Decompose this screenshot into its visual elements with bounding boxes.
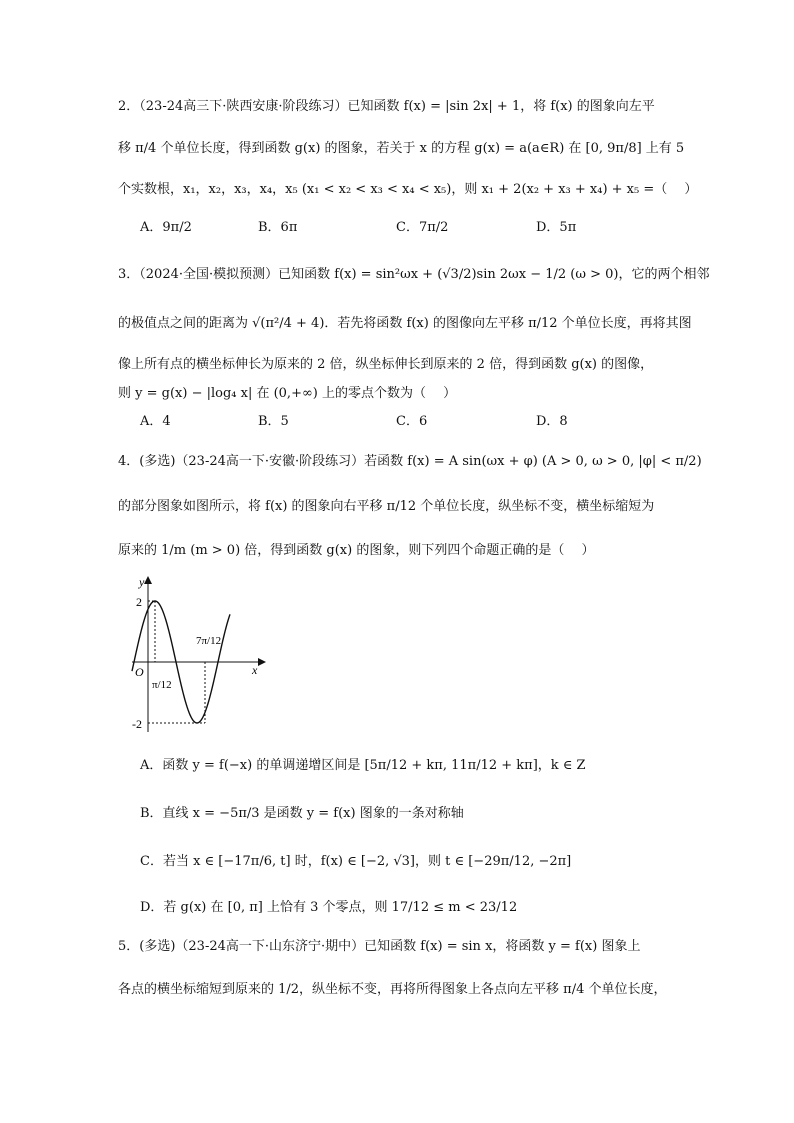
y-min-label: -2	[132, 717, 142, 731]
q3-option-a: A．4	[140, 414, 171, 429]
q3-option-d: D．8	[536, 414, 568, 429]
q3-line-1: 3．（2024·全国·模拟预测）已知函数 f(x) = sin²ωx + (√3/2)sin 2ωx − 1/2 (ω > 0)，它的两个相邻	[118, 267, 710, 282]
q4-option-d: D．若 g(x) 在 [0, π] 上恰有 3 个零点，则 17/12 ≤ m < 23/12	[140, 900, 518, 915]
q3-option-c: C．6	[396, 414, 428, 429]
x-tick-pi-12: π/12	[152, 679, 172, 691]
q2-option-a: A．9π/2	[140, 220, 192, 235]
q3-line-3: 像上所有点的横坐标伸长为原来的 2 倍，纵坐标伸长到原来的 2 倍，得到函数 g(x) 的图像，	[118, 357, 654, 372]
y-max-label: 2	[136, 595, 142, 609]
q4-line-3: 原来的 1/m (m > 0) 倍，得到函数 g(x) 的图象，则下列四个命题正确的是（ ）	[118, 543, 595, 558]
q2-option-b: B．6π	[258, 220, 298, 235]
q2-line-2: 移 π/4 个单位长度，得到函数 g(x) 的图象，若关于 x 的方程 g(x) = a(a∈R) 在 [0, 9π/8] 上有 5	[118, 141, 685, 156]
q3-line-2: 的极值点之间的距离为 √(π²/4 + 4)．若先将函数 f(x) 的图像向左平移 π/12 个单位长度，再将其图	[118, 316, 692, 331]
x-axis-arrow	[258, 658, 266, 666]
y-axis-arrow	[144, 576, 152, 584]
q2-line-3: 个实数根，x₁，x₂，x₃，x₄，x₅ (x₁ < x₂ < x₃ < x₄ < x₅)，则 x₁ + 2(x₂ + x₃ + x₄) + x₅ =（ ）	[118, 182, 698, 197]
x-tick-7pi-12: 7π/12	[196, 635, 222, 647]
q5-line-1: 5．(多选)（23-24高一下·山东济宁·期中）已知函数 f(x) = sin x，将函数 y = f(x) 图象上	[118, 939, 641, 954]
sine-graph-figure	[118, 572, 268, 734]
q4-option-a: A．函数 y = f(−x) 的单调递增区间是 [5π/12 + kπ, 11π/12 + kπ]，k ∈ Z	[140, 758, 586, 773]
q5-line-2: 各点的横坐标缩短到原来的 1/2，纵坐标不变，再将所得图象上各点向左平移 π/4 个单位长度，	[118, 982, 667, 997]
q2-option-c: C．7π/2	[396, 220, 449, 235]
q2-option-d: D．5π	[536, 220, 577, 235]
q4-line-1: 4．(多选)（23-24高一下·安徽·阶段练习）若函数 f(x) = A sin(ωx + φ) (A > 0, ω > 0, |φ| < π/2)	[118, 454, 702, 469]
q4-option-c: C．若当 x ∈ [−17π/6, t] 时，f(x) ∈ [−2, √3]，则 t ∈ [−29π/12, −2π]	[140, 854, 572, 869]
q4-option-b: B．直线 x = −5π/3 是函数 y = f(x) 图象的一条对称轴	[140, 806, 464, 821]
y-axis-label: y	[139, 575, 145, 589]
q3-line-4: 则 y = g(x) − |log₄ x| 在 (0,+∞) 上的零点个数为（ ）	[118, 386, 457, 401]
q2-line-1: 2．（23-24高三下·陕西安康·阶段练习）已知函数 f(x) = |sin 2x| + 1，将 f(x) 的图象向左平	[118, 99, 655, 114]
origin-label: O	[135, 665, 144, 679]
q3-option-b: B．5	[258, 414, 289, 429]
q4-line-2: 的部分图象如图所示，将 f(x) 的图象向右平移 π/12 个单位长度，纵坐标不变，横坐标缩短为	[118, 499, 655, 514]
x-axis-label: x	[252, 663, 258, 677]
